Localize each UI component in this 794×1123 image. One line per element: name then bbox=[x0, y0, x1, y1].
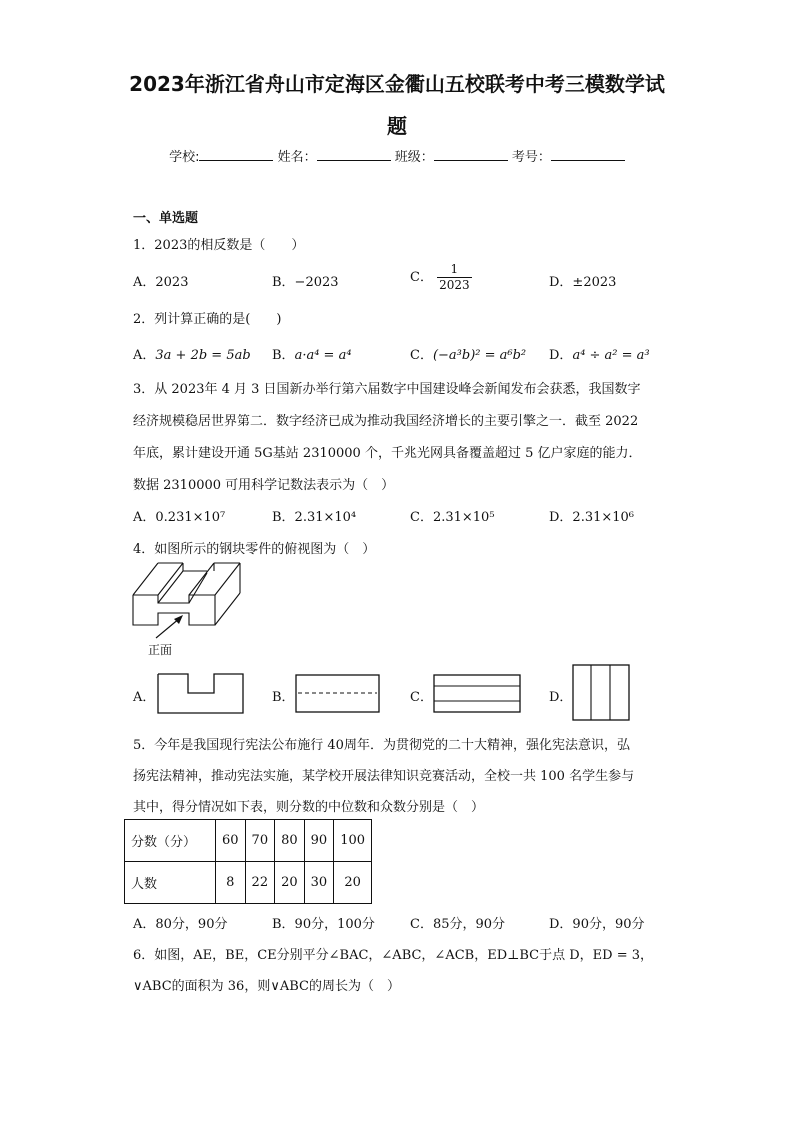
q5-option-b: B．90分，100分 bbox=[272, 917, 375, 932]
score-table bbox=[124, 819, 372, 904]
q3-line2: 经济规模稳居世界第二．数字经济已成为推动我国经济增长的主要引擎之一．截至 2022 bbox=[133, 414, 639, 429]
table-cell: 30 bbox=[304, 862, 334, 904]
q5-option-d: D．90分，90分 bbox=[549, 917, 645, 932]
q2-option-b-expr: a·a⁴ = a⁴ bbox=[294, 348, 352, 363]
q2-option-b-label: B． bbox=[272, 348, 295, 363]
q3-option-b: B．2.31×10⁴ bbox=[272, 510, 357, 525]
q1-option-b: B．−2023 bbox=[272, 275, 339, 290]
exam-title-line1: 2023年浙江省舟山市定海区金衢山五校联考中考三模数学试 bbox=[129, 72, 665, 96]
q5-line2: 扬宪法精神，推动宪法实施，某学校开展法律知识竞赛活动，全校一共 100 名学生参与 bbox=[133, 769, 635, 784]
q2-option-c-expr: (−a³b)² = a⁶b² bbox=[432, 348, 527, 363]
q1-option-a: A．2023 bbox=[133, 275, 189, 290]
table-cell: 90 bbox=[304, 820, 334, 862]
table-cell: 22 bbox=[245, 862, 275, 904]
q5-option-c: C．85分，90分 bbox=[410, 917, 506, 932]
q3-line3: 年底，累计建设开通 5G基站 2310000 个，千兆光网具备覆盖超过 5 亿户家庭的能力． bbox=[133, 446, 642, 461]
school-blank bbox=[199, 148, 273, 161]
q4-stem: 4．如图所示的钢块零件的俯视图为（ ） bbox=[133, 542, 376, 557]
class-blank bbox=[434, 148, 508, 161]
table-header-cell: 人数 bbox=[125, 862, 216, 904]
q3-line1: 3．从 2023年 4 月 3 日国新办举行第六届数字中国建设峰会新闻发布会获悉，我国数字 bbox=[133, 382, 641, 397]
q1-option-c-label: C． bbox=[410, 270, 433, 285]
q2-option-a-expr: 3a + 2b = 5ab bbox=[155, 348, 251, 363]
q5-line1: 5．今年是我国现行宪法公布施行 40周年．为贯彻党的二十大精神，强化宪法意识，弘 bbox=[133, 738, 630, 753]
q4-option-c-figure bbox=[433, 674, 523, 714]
q2-option-c bbox=[410, 344, 526, 363]
q5-line3: 其中，得分情况如下表，则分数的中位数和众数分别是（ ） bbox=[133, 800, 485, 815]
q4-option-b-figure bbox=[295, 674, 381, 714]
section-heading: 一、单选题 bbox=[133, 211, 199, 226]
q4-option-d-figure bbox=[572, 664, 632, 722]
table-cell: 8 bbox=[216, 862, 246, 904]
table-row bbox=[125, 862, 372, 904]
q2-option-c-label: C． bbox=[410, 348, 433, 363]
school-label: 学校: bbox=[169, 150, 200, 165]
q3-option-d: D．2.31×10⁶ bbox=[549, 510, 635, 525]
q1-option-c bbox=[410, 262, 472, 293]
table-row bbox=[125, 820, 372, 862]
q3-line4: 数据 2310000 可用科学记数法表示为（ ） bbox=[133, 478, 395, 493]
q2-option-d-expr: a⁴ ÷ a² = a³ bbox=[572, 348, 650, 363]
q2-option-b bbox=[272, 344, 352, 363]
exam-no-blank bbox=[551, 148, 625, 161]
q1-option-d: D．±2023 bbox=[549, 275, 617, 290]
q2-option-d-label: D． bbox=[549, 348, 573, 363]
table-cell: 60 bbox=[216, 820, 246, 862]
q2-option-a-label: A． bbox=[133, 348, 156, 363]
table-cell: 20 bbox=[334, 862, 372, 904]
q4-option-d-label: D． bbox=[549, 690, 573, 705]
q2-option-d bbox=[549, 344, 650, 363]
exam-title-line2: 题 bbox=[387, 114, 407, 138]
q4-option-a-figure bbox=[157, 673, 245, 715]
q1-option-c-fraction bbox=[437, 262, 472, 293]
table-cell: 100 bbox=[334, 820, 372, 862]
class-label: 班级： bbox=[394, 150, 434, 165]
front-arrow bbox=[150, 612, 190, 642]
q4-option-b-label: B． bbox=[272, 690, 295, 705]
q6-line2: ∨ABC的面积为 36，则∨ABC的周长为（ ） bbox=[133, 979, 400, 994]
student-info-row bbox=[0, 146, 794, 165]
q4-option-a-label: A． bbox=[133, 690, 156, 705]
table-cell: 70 bbox=[245, 820, 275, 862]
table-header-cell: 分数（分） bbox=[125, 820, 216, 862]
table-cell: 20 bbox=[275, 862, 305, 904]
q4-option-c-label: C． bbox=[410, 690, 433, 705]
q3-option-c: C．2.31×10⁵ bbox=[410, 510, 495, 525]
fraction-denominator: 2023 bbox=[439, 278, 470, 292]
fraction-numerator: 1 bbox=[437, 262, 472, 278]
q2-stem: 2．列计算正确的是( ) bbox=[133, 312, 282, 327]
q6-line1: 6．如图，AE，BE，CE分别平分∠BAC，∠ABC，∠ACB，ED⊥BC于点 D，ED = 3， bbox=[133, 948, 653, 963]
name-label: 姓名： bbox=[277, 150, 317, 165]
exam-no-label: 考号： bbox=[511, 150, 551, 165]
front-label: 正面 bbox=[148, 643, 173, 657]
steel-block-3d-figure bbox=[125, 555, 255, 635]
q1-stem: 1．2023的相反数是（ ） bbox=[133, 238, 305, 253]
table-cell: 80 bbox=[275, 820, 305, 862]
q2-option-a bbox=[133, 344, 251, 363]
q5-option-a: A．80分，90分 bbox=[133, 917, 228, 932]
q3-option-a: A．0.231×10⁷ bbox=[133, 510, 226, 525]
name-blank bbox=[317, 148, 391, 161]
